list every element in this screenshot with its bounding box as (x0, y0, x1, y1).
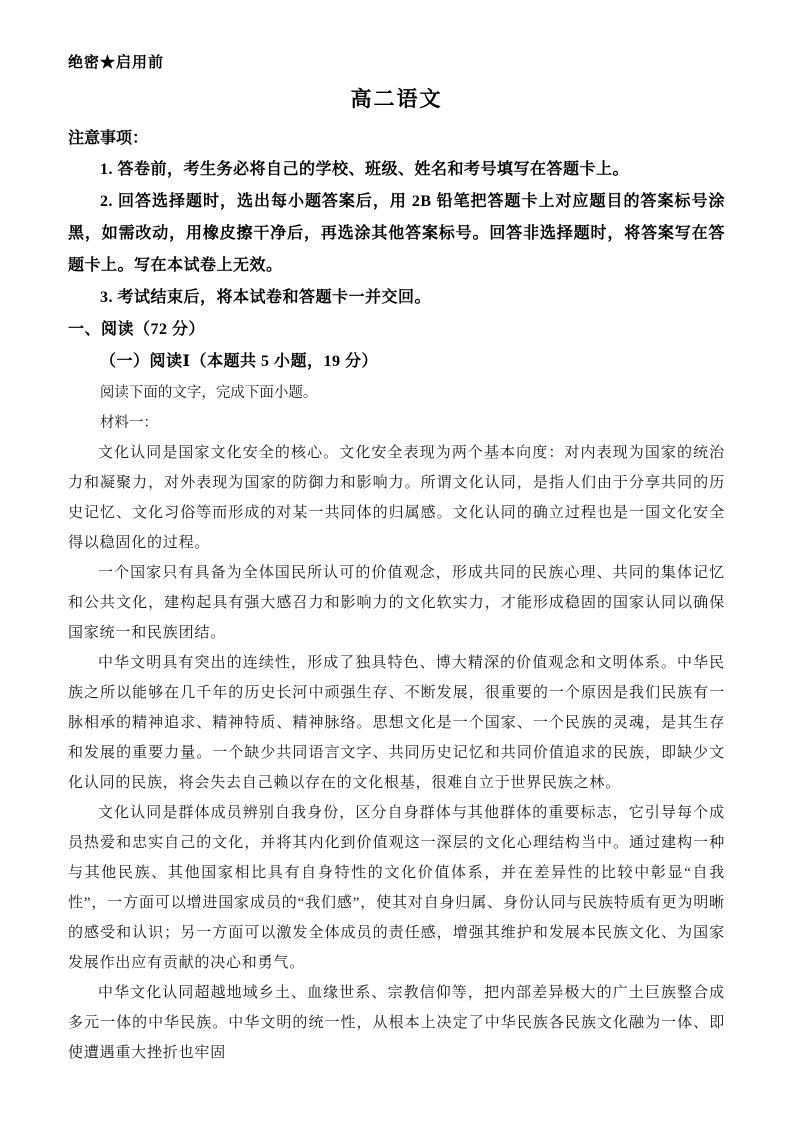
material-paragraph-1: 文化认同是国家文化安全的核心。文化安全表现为两个基本向度：对内表现为国家的统治力和凝聚力，对外表现为国家的防御力和影响力。所谓文化认同，是指人们由于分享共同的历史记忆、文化习俗等而形成的对某一共同体的归属感。文化认同的确立过程也是一国文化安全得以稳固化的过程。 (68, 445, 725, 551)
reading-instruction: 阅读下面的文字，完成下面小题。 (99, 385, 318, 401)
notice-item-2: 2. 回答选择题时，选出每小题答案后，用 2B 铅笔把答题卡上对应题目的答案标号涂黑，如需改动，用橡皮擦干净后，再选涂其他答案标号。回答非选择题时，将答案写在答题卡上。写在本试卷上无效。 (68, 193, 725, 274)
subsection-heading-reading1: （一）阅读Ⅰ（本题共 5 小题，19 分） (100, 353, 378, 370)
notice-heading: 注意事项： (68, 130, 149, 147)
page-title: 高二语文 (350, 87, 443, 111)
material-paragraph-5: 中华文化认同超越地域乡土、血缘世系、宗教信仰等，把内部差异极大的广土巨族整合成多元一体的中华民族。中华文明的统一性，从根本上决定了中华民族各民族文化融为一体、即使遭遇重大挫折也牢固 (68, 985, 725, 1061)
notice-item-1: 1. 答卷前，考生务必将自己的学校、班级、姓名和考号填写在答题卡上。 (100, 161, 630, 178)
notice-item-3: 3. 考试结束后，将本试卷和答题卡一并交回。 (100, 289, 432, 306)
security-label: 绝密★启用前 (68, 55, 165, 71)
material-paragraph-3: 中华文明具有突出的连续性，形成了独具特色、博大精深的价值观念和文明体系。中华民族之所以能够在几千年的历史长河中顽强生存、不断发展，很重要的一个原因是我们民族有一脉相承的精神追求、精神特质、精神脉络。思想文化是一个国家、一个民族的灵魂，是其生存和发展的重要力量。一个缺少共同语言文字、共同历史记忆和共同价值追求的民族，即缺少文化认同的民族，将会失去自己赖以存在的文化根基，很难自立于世界民族之林。 (68, 655, 725, 791)
material-paragraph-2: 一个国家只有具备为全体国民所认可的价值观念，形成共同的民族心理、共同的集体记忆和公共文化，建构起具有强大感召力和影响力的文化软实力，才能形成稳固的国家认同以确保国家统一和民族团结。 (68, 565, 725, 641)
material-one-label: 材料一： (99, 415, 158, 431)
material-paragraph-4: 文化认同是群体成员辨别自我身份，区分自身群体与其他群体的重要标志，它引导每个成员热爱和忠实自己的文化，并将其内化到价值观这一深层的文化心理结构当中。通过建构一种与其他民族、其他国家相比具有自身特性的文化价值体系，并在差异性的比较中彰显“自我性”，一方面可以增进国家成员的“我们感”，使其对自身归属、身份认同与民族特质有更为明晰的感受和认识；另一方面可以激发全体成员的责任感，增强其维护和发展本民族文化、为国家发展作出应有贡献的决心和勇气。 (68, 805, 725, 971)
section-heading-reading: 一、阅读（72 分） (68, 321, 206, 338)
